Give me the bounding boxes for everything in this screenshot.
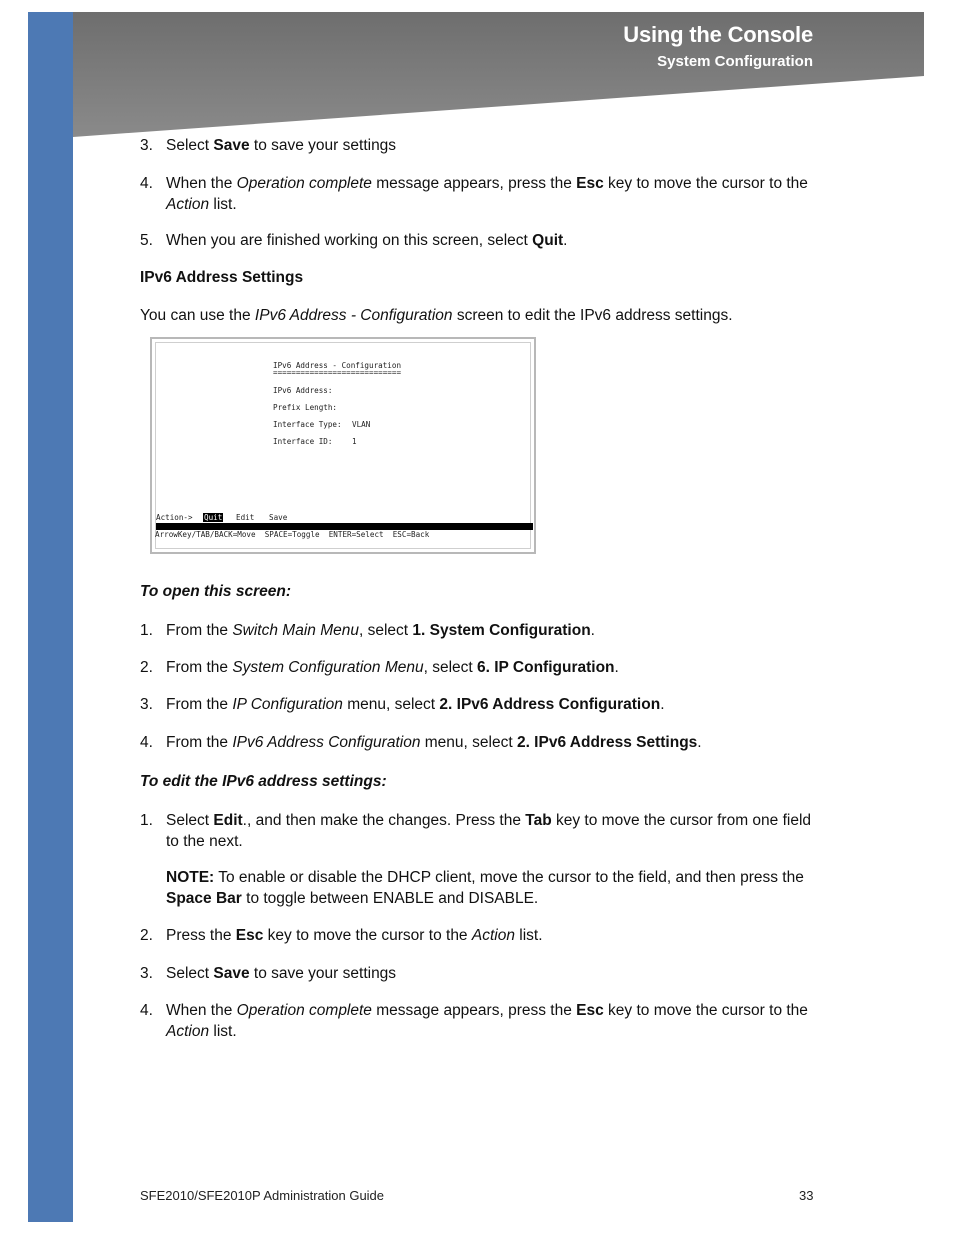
console-iftype-value: VLAN — [352, 420, 371, 429]
step-number: 3. — [140, 137, 153, 154]
open-screen-heading: To open this screen: — [140, 583, 292, 600]
section-heading: IPv6 Address Settings — [140, 269, 304, 286]
console-edit-option[interactable]: Edit — [236, 513, 255, 522]
console-title: IPv6 Address - Configuration — [273, 361, 402, 370]
console-status-bar — [156, 523, 533, 530]
edit-settings-heading: To edit the IPv6 address settings: — [140, 773, 387, 790]
page-number: 33 — [799, 1188, 814, 1203]
console-address-label: IPv6 Address: — [273, 386, 333, 395]
console-help-line: ArrowKey/TAB/BACK=Move SPACE=Toggle ENTER=Select ESC=Back — [155, 530, 430, 539]
console-ifid-label: Interface ID: — [273, 437, 333, 446]
page-subtitle: System Configuration — [657, 53, 813, 70]
console-ifid-value: 1 — [352, 437, 357, 446]
console-action-label: Action-> — [156, 513, 193, 522]
console-screenshot — [150, 337, 536, 554]
page-title: Using the Console — [623, 22, 813, 47]
console-save-option[interactable]: Save — [269, 513, 288, 522]
console-iftype-label: Interface Type: — [273, 420, 342, 429]
step-number: 5. — [140, 232, 153, 249]
console-quit-option[interactable]: Quit — [204, 513, 223, 522]
step-number: 4. — [140, 175, 153, 192]
footer-guide-title: SFE2010/SFE2010P Administration Guide — [140, 1188, 385, 1203]
console-underline: ============================ — [273, 368, 402, 377]
console-prefix-label: Prefix Length: — [273, 403, 338, 412]
left-color-bar — [28, 12, 73, 1222]
section-intro: You can use the IPv6 Address - Configuration screen to edit the IPv6 address settings. — [140, 307, 733, 324]
